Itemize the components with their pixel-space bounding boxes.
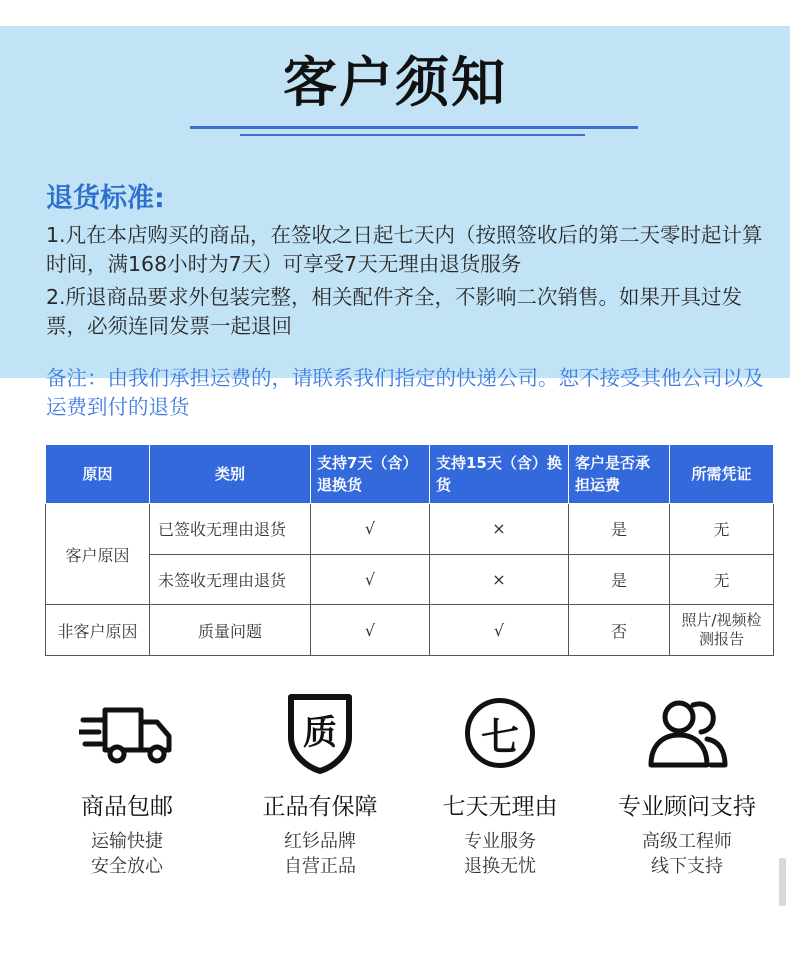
people-icon xyxy=(592,688,782,778)
shipping-note: 备注：由我们承担运费的，请联系我们指定的快递公司。恕不接受其他公司以及运费到付的退货 xyxy=(46,366,764,419)
table-cell: 已签收无理由退货 xyxy=(150,504,311,555)
feature-consultant xyxy=(592,688,782,879)
table-cell: × xyxy=(430,504,569,555)
table-cell: 是 xyxy=(569,554,670,605)
feature-subtitle: 线下支持 xyxy=(651,856,723,877)
title-underline xyxy=(190,126,638,129)
truck-icon xyxy=(32,688,222,778)
table-cell: √ xyxy=(430,605,569,656)
table-row xyxy=(46,504,774,555)
feature-title: 七天无理由 xyxy=(442,794,558,820)
return-rule-2: 2.所退商品要求外包装完整，相关配件齐全，不影响二次销售。如果开具过发票，必须连同发票一起退回 xyxy=(46,285,743,338)
feature-subtitle: 退换无忧 xyxy=(464,856,536,877)
group-non-customer-reason: 非客户原因 xyxy=(46,605,150,656)
col-header-category: 类别 xyxy=(150,445,311,504)
feature-subtitle: 专业服务 xyxy=(464,831,536,852)
scroll-edge xyxy=(779,858,786,906)
feature-title: 商品包邮 xyxy=(81,794,173,820)
table-cell: 否 xyxy=(569,605,670,656)
col-header-proof: 所需凭证 xyxy=(670,445,774,504)
table-cell: √ xyxy=(311,554,430,605)
table-row xyxy=(46,554,774,605)
col-header-shipping-cost: 客户是否承担运费 xyxy=(569,445,670,504)
feature-subtitle: 安全放心 xyxy=(91,856,163,877)
return-policy-table xyxy=(45,444,774,656)
seven-glyph: 七 xyxy=(465,698,535,768)
table-cell: 未签收无理由退货 xyxy=(150,554,311,605)
feature-title: 正品有保障 xyxy=(262,794,378,820)
quality-shield-icon xyxy=(225,688,415,778)
col-header-15day: 支持15天（含）换货 xyxy=(430,445,569,504)
feature-strip xyxy=(0,688,790,908)
table-cell: √ xyxy=(311,605,430,656)
table-header-row xyxy=(46,445,774,504)
page-title: 客户须知 xyxy=(283,51,507,114)
table-cell: 质量问题 xyxy=(150,605,311,656)
feature-subtitle: 自营正品 xyxy=(284,856,356,877)
table-cell: 无 xyxy=(670,554,774,605)
table-row xyxy=(46,605,774,656)
feature-subtitle: 运输快捷 xyxy=(91,831,163,852)
col-header-7day: 支持7天（含）退换货 xyxy=(311,445,430,504)
feature-genuine xyxy=(225,688,415,879)
group-customer-reason: 客户原因 xyxy=(46,504,150,605)
table-cell: × xyxy=(430,554,569,605)
feature-subtitle: 红钐品牌 xyxy=(284,831,356,852)
table-cell: 是 xyxy=(569,504,670,555)
feature-subtitle: 高级工程师 xyxy=(642,831,732,852)
table-cell: 照片/视频检测报告 xyxy=(670,605,774,656)
title-underline-secondary xyxy=(240,134,585,136)
seven-circle-icon xyxy=(405,688,595,778)
feature-free-shipping xyxy=(32,688,222,879)
shield-glyph: 质 xyxy=(303,713,337,753)
feature-title: 专业顾问支持 xyxy=(618,794,756,820)
table-cell: √ xyxy=(311,504,430,555)
feature-seven-day xyxy=(405,688,595,879)
table-cell: 无 xyxy=(670,504,774,555)
return-rule-1: 1.凡在本店购买的商品，在签收之日起七天内（按照签收后的第二天零时起计算时间，满168小时为7天）可享受7天无理由退货服务 xyxy=(46,223,763,276)
return-standard-heading: 退货标准: xyxy=(46,183,165,214)
col-header-reason: 原因 xyxy=(46,445,150,504)
